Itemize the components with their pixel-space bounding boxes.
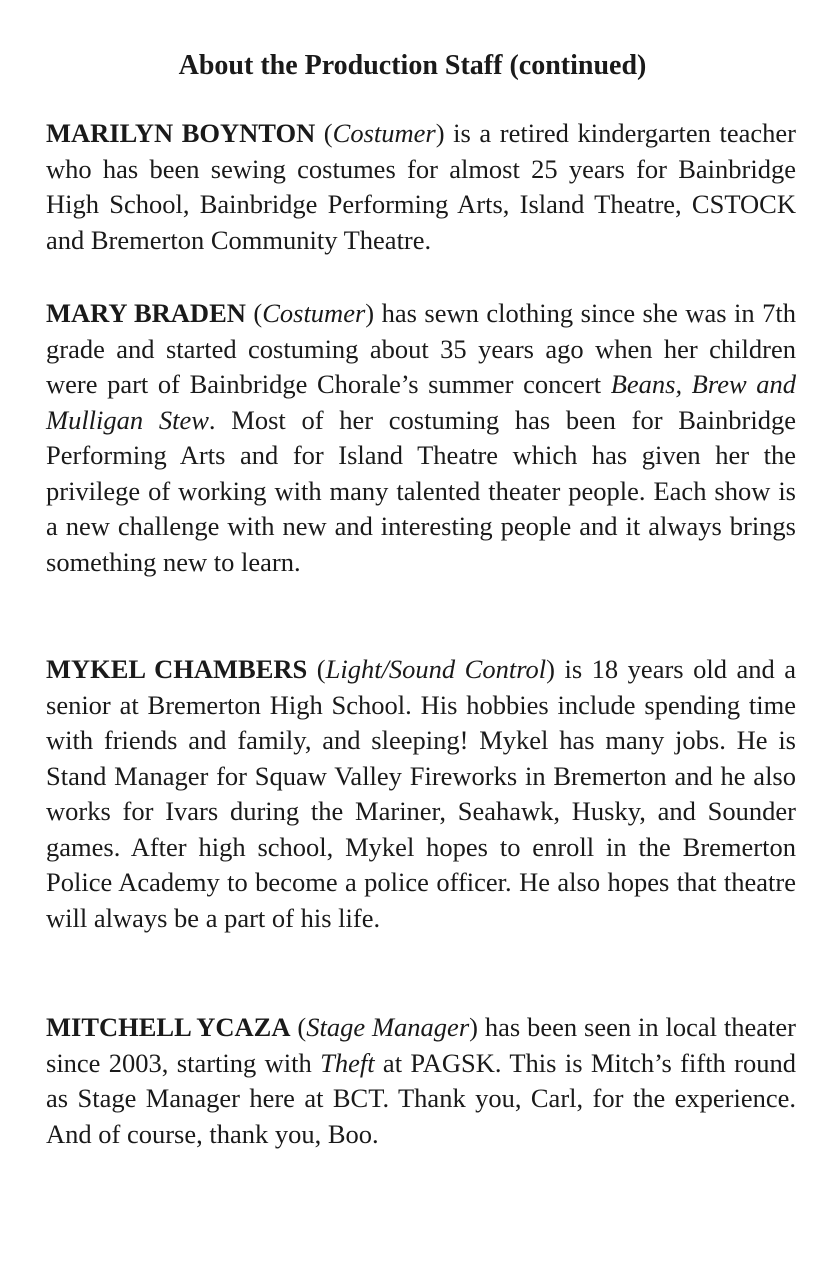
bio-text: . Most of her costuming has been for Bainbridge Performing Arts and for Island Theatre which has given her the privilege of working with many talented theater people. Each show is a new challenge with new and interesting people and it always brings something new to learn. — [46, 404, 796, 577]
bio-paren: ( — [307, 654, 326, 684]
bio-text: at PAGSK. This is Mitch’s fifth round as Stage Manager here at BCT. Thank you, Carl, for the experience. And of course, thank you, Boo. — [46, 1047, 796, 1149]
bio-text: ) is a retired kindergarten teacher who has been sewing costumes for almost 25 years for Bainbridge High School, Bainbridge Performing Arts, Island Theatre, CSTOCK and Bremerton Community Theatre. — [46, 118, 796, 255]
bio-marilyn-boynton — [46, 116, 796, 258]
bio-role: Stage Manager — [306, 1012, 470, 1042]
bio-mary-braden — [46, 296, 796, 580]
bio-paren: ( — [290, 1012, 307, 1042]
bio-name: MARILYN BOYNTON — [46, 118, 316, 148]
bio-name: MITCHELL YCAZA — [46, 1012, 291, 1042]
bio-paren: ( — [245, 298, 263, 328]
page-title: About the Production Staff (continued) — [178, 50, 647, 81]
bio-paren: ( — [315, 118, 333, 148]
bio-name: MARY BRADEN — [46, 298, 246, 328]
bio-text: ) is 18 years old and a senior at Bremerton High School. His hobbies include spending time with friends and family, and sleeping! Mykel has many jobs. He is Stand Manager for Squaw Valley Fireworks in Bremerton and he also works for Ivars during the Mariner, Seahawk, Husky, and Sounder games. After high school, Mykel hopes to enroll in the Bremerton Police Academy to become a police officer. He also hopes that theatre will always be a part of his life. — [46, 654, 796, 933]
bio-role: Light/Sound Control — [325, 654, 547, 684]
bio-mykel-chambers — [46, 652, 796, 936]
bio-name: MYKEL CHAMBERS — [46, 654, 308, 684]
bio-show-title: Theft — [320, 1047, 375, 1078]
bio-role: Costumer — [332, 118, 436, 148]
bio-show-title: Beans, Brew and Mulligan Stew — [46, 369, 796, 435]
bio-role: Costumer — [262, 298, 366, 328]
bio-text: ) has sewn clothing since she was in 7th grade and started costuming about 35 years ago when her children were part of Bainbridge Chorale’s summer concert — [46, 298, 796, 399]
bio-mitchell-ycaza — [46, 1010, 796, 1152]
bio-text: ) has been seen in local theater since 2003, starting with — [46, 1012, 797, 1078]
